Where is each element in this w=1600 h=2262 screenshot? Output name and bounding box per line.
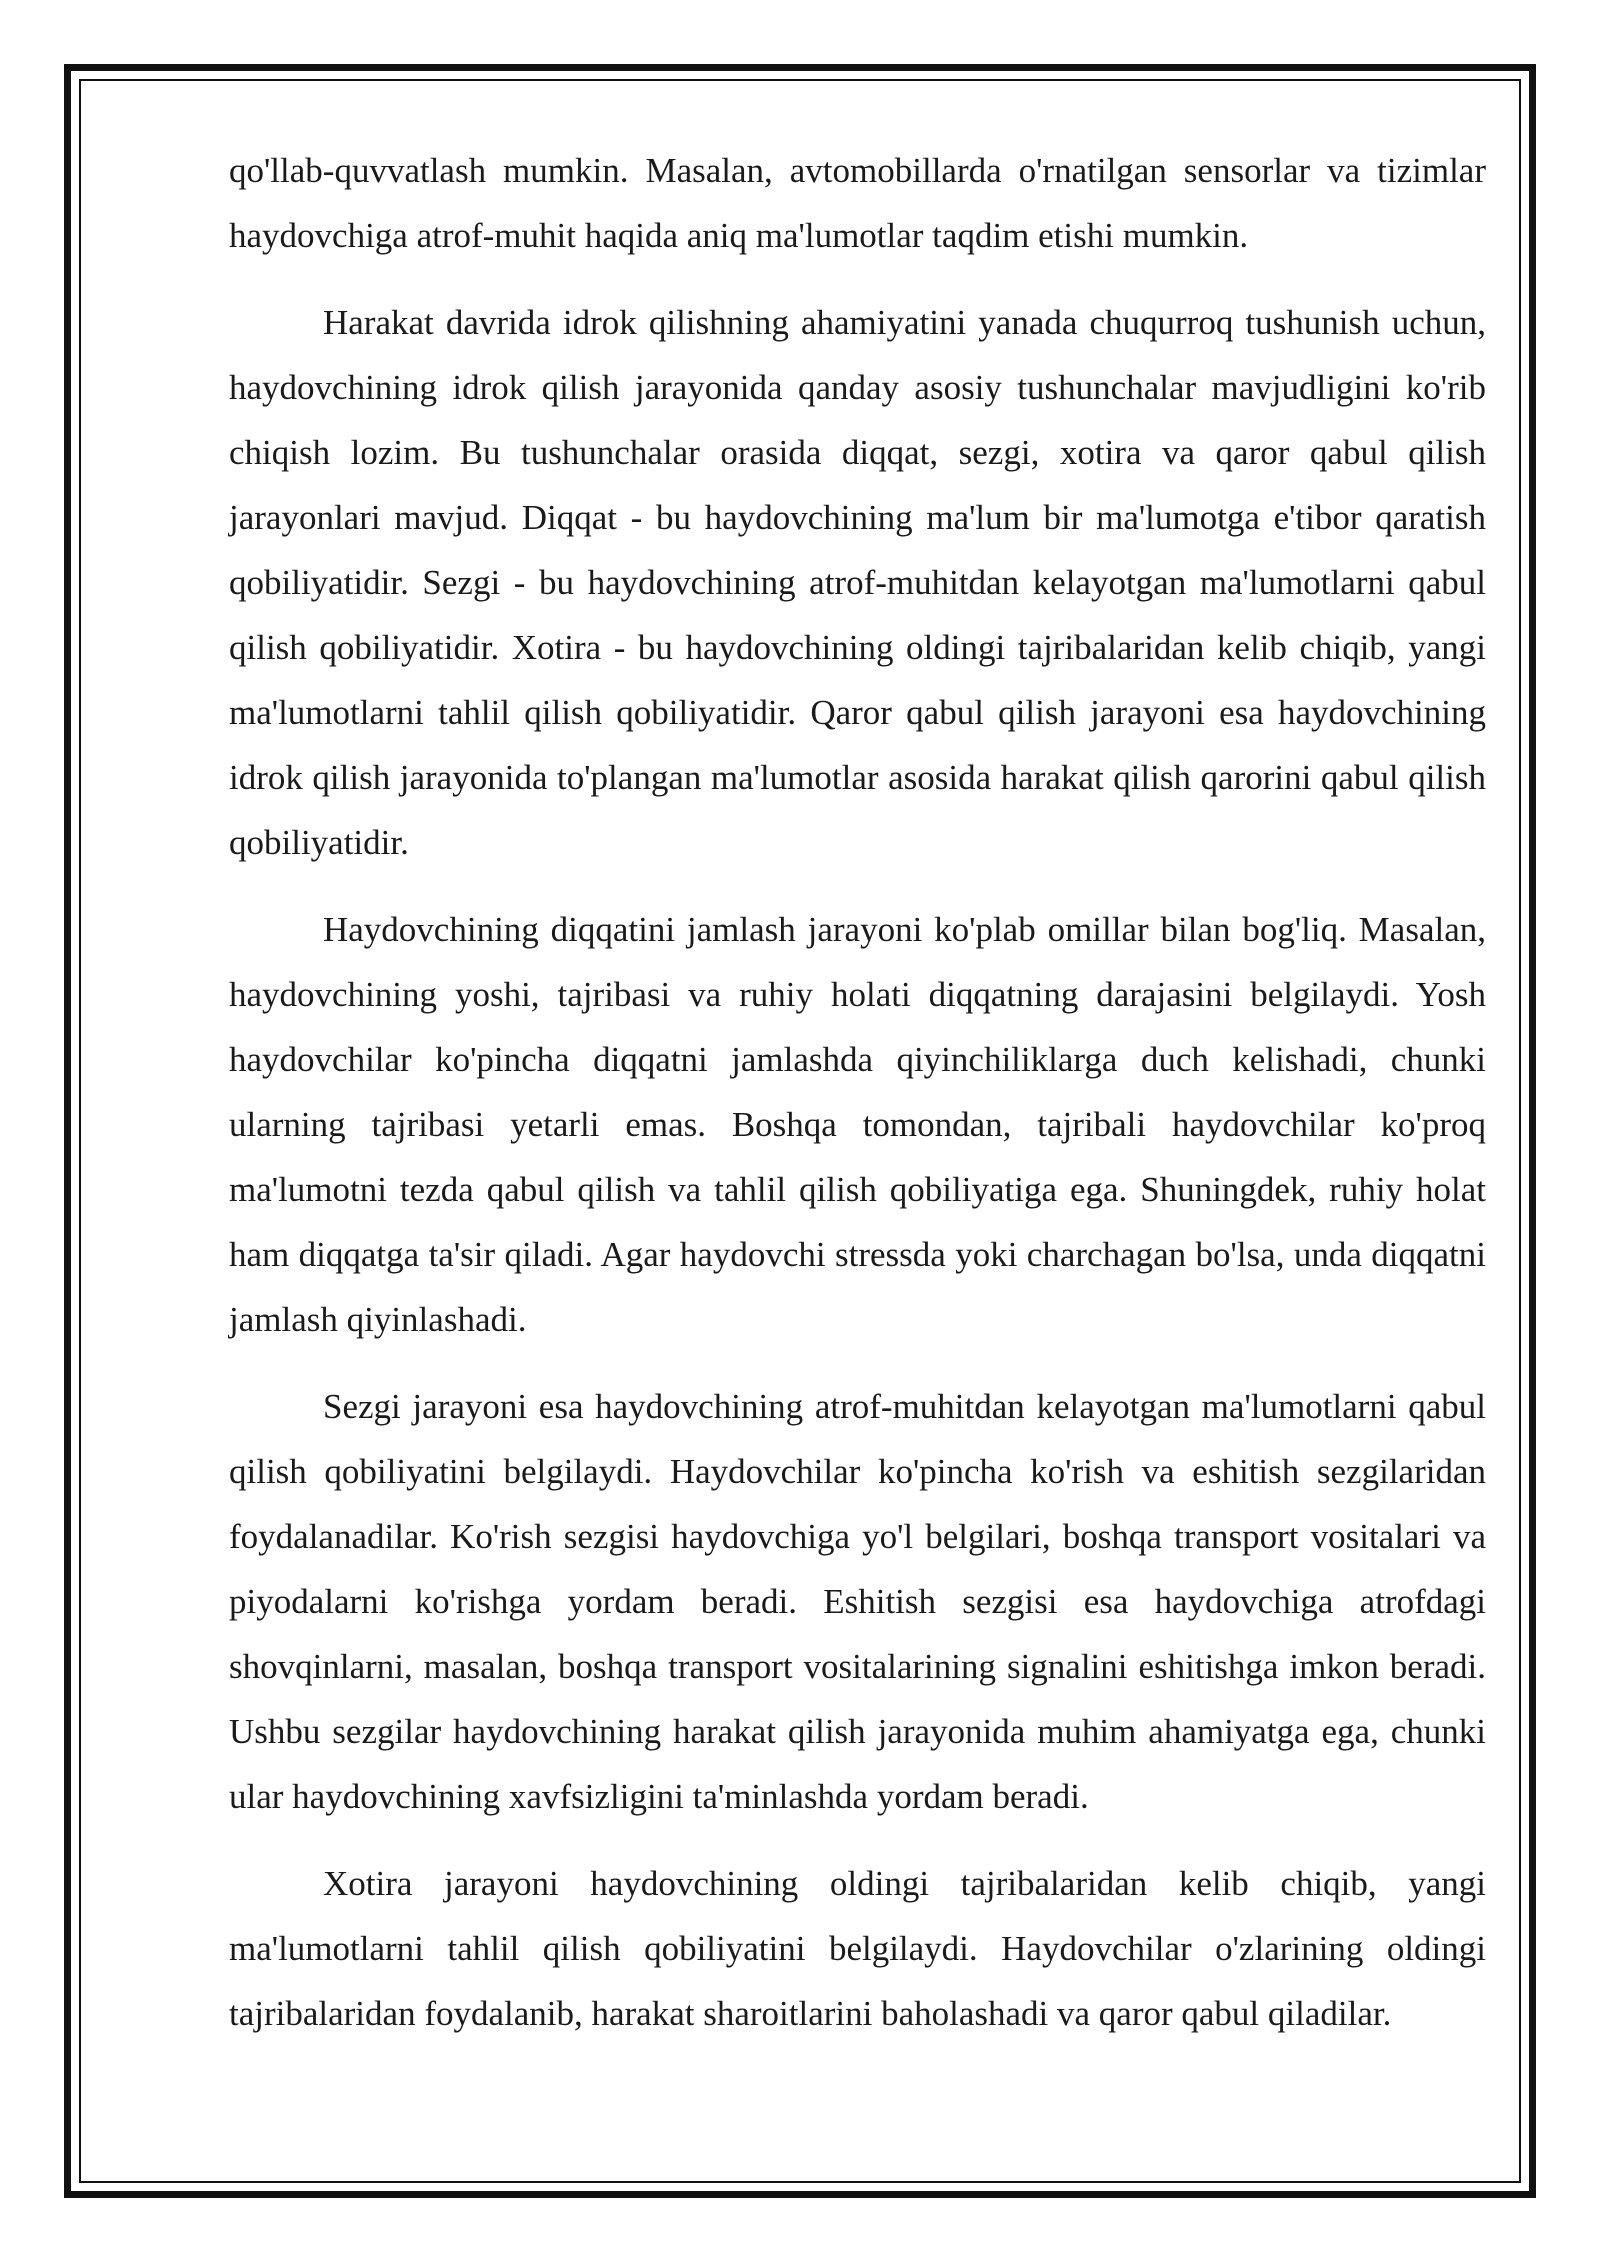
document-body: [229, 138, 1486, 2068]
paragraph-3: Haydovchining diqqatini jamlash jarayoni ko'plab omillar bilan bog'liq. Masalan, haydovchining yoshi, tajribasi va ruhiy holati diqqatning darajasini belgilaydi. Yosh haydovchilar ko'pincha diqqatni jamlashda qiyinchiliklarga duch kelishadi, chunki ularning tajribasi yetarli emas. Boshqa tomondan, tajribali haydovchilar ko'proq ma'lumotni tezda qabul qilish va tahlil qilish qobiliyatiga ega. Shuningdek, ruhiy holat ham diqqatga ta'sir qiladi. Agar haydovchi stressda yoki charchagan bo'lsa, unda diqqatni jamlash qiyinlashadi.: [229, 910, 1486, 1339]
paragraph-4: Sezgi jarayoni esa haydovchining atrof-muhitdan kelayotgan ma'lumotlarni qabul qilish qobiliyatini belgilaydi. Haydovchilar ko'pincha ko'rish va eshitish sezgilaridan foydalanadilar. Ko'rish sezgisi haydovchiga yo'l belgilari, boshqa transport vositalari va piyodalarni ko'rishga yordam beradi. Eshitish sezgisi esa haydovchiga atrofdagi shovqinlarni, masalan, boshqa transport vositalarining signalini eshitishga imkon beradi. Ushbu sezgilar haydovchining harakat qilish jarayonida muhim ahamiyatga ega, chunki ular haydovchining xavfsizligini ta'minlashda yordam beradi.: [229, 1387, 1486, 1816]
paragraph-1: qo'llab-quvvatlash mumkin. Masalan, avtomobillarda o'rnatilgan sensorlar va tizimlar haydovchiga atrof-muhit haqida aniq ma'lumotlar taqdim etishi mumkin.: [229, 151, 1486, 255]
paragraph-5: Xotira jarayoni haydovchining oldingi tajribalaridan kelib chiqib, yangi ma'lumotlarni tahlil qilish qobiliyatini belgilaydi. Haydovchilar o'zlarining oldingi tajribalaridan foydalanib, harakat sharoitlarini baholashadi va qaror qabul qiladilar.: [229, 1864, 1486, 2033]
paragraph-2: Harakat davrida idrok qilishning ahamiyatini yanada chuqurroq tushunish uchun, haydovchining idrok qilish jarayonida qanday asosiy tushunchalar mavjudligini ko'rib chiqish lozim. Bu tushunchalar orasida diqqat, sezgi, xotira va qaror qabul qilish jarayonlari mavjud. Diqqat - bu haydovchining ma'lum bir ma'lumotga e'tibor qaratish qobiliyatidir. Sezgi - bu haydovchining atrof-muhitdan kelayotgan ma'lumotlarni qabul qilish qobiliyatidir. Xotira - bu haydovchining oldingi tajribalaridan kelib chiqib, yangi ma'lumotlarni tahlil qilish qobiliyatidir. Qaror qabul qilish jarayoni esa haydovchining idrok qilish jarayonida to'plangan ma'lumotlar asosida harakat qilish qarorini qabul qilish qobiliyatidir.: [229, 303, 1486, 862]
